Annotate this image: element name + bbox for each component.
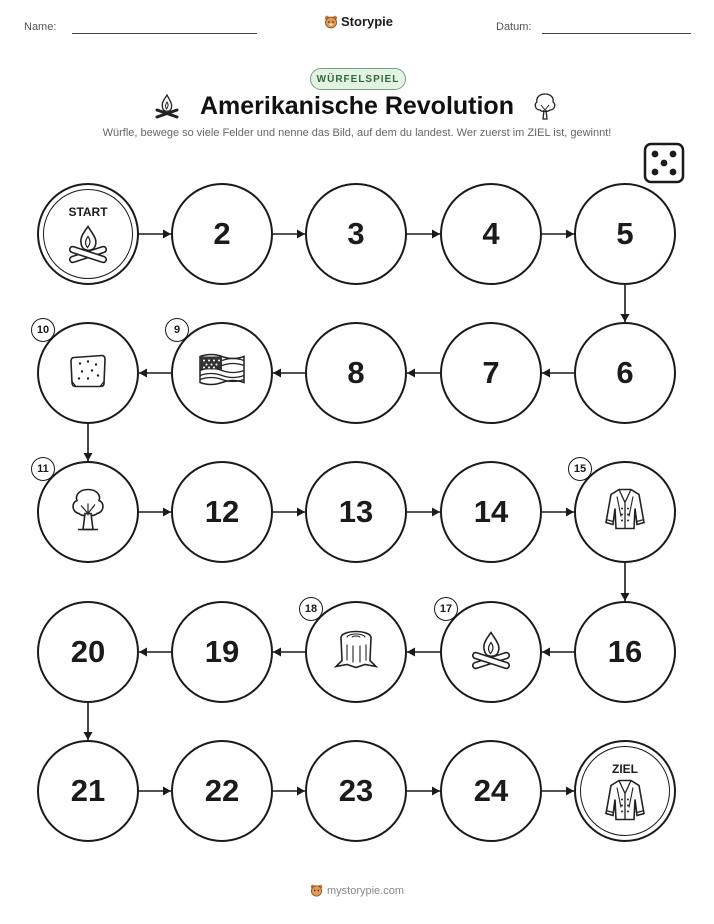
space-number: 3: [347, 216, 365, 251]
space-number: 7: [482, 355, 500, 390]
start-space: [37, 183, 139, 285]
board-space-7: [440, 322, 542, 424]
space-number: 21: [70, 773, 106, 808]
space-number: 14: [473, 494, 509, 529]
space-number-badge: 10: [31, 318, 55, 342]
game-type-badge: WÜRFELSPIEL: [310, 68, 406, 90]
space-number: 2: [213, 216, 231, 251]
space-number-badge: 11: [31, 457, 55, 481]
space-number: 8: [347, 355, 365, 390]
arrow-head: [407, 369, 415, 378]
arrow-head: [139, 648, 147, 657]
arrow-head: [139, 369, 147, 378]
arrow-head: [273, 369, 281, 378]
board-space-12: [171, 461, 273, 563]
page-title: Amerikanische Revolution: [200, 92, 514, 120]
brand-name: Storypie: [341, 14, 394, 29]
space-number-badge: 9: [165, 318, 189, 342]
goal-label: ZIEL: [612, 762, 638, 776]
arrow-head: [566, 508, 574, 517]
cracker-icon: [68, 352, 108, 395]
space-number: 6: [616, 355, 634, 390]
campfire-icon: [66, 221, 110, 270]
arrow-head: [542, 648, 550, 657]
board-space-23: [305, 740, 407, 842]
space-number: 19: [204, 634, 240, 669]
campfire-icon: [469, 628, 513, 677]
board-space-5: [574, 183, 676, 285]
space-number: 4: [482, 216, 500, 251]
space-number: 13: [338, 494, 374, 529]
space-number: 23: [338, 773, 374, 808]
arrow-head: [273, 648, 281, 657]
space-number: 12: [204, 494, 240, 529]
arrow-head: [84, 732, 93, 740]
board-space-8: [305, 322, 407, 424]
board-space-3: [305, 183, 407, 285]
board-space-4: [440, 183, 542, 285]
instructions: Würfle, bewege so viele Felder und nenne das Bild, auf dem du landest. Wer zuerst im ZIEL ist, gewinnt!: [102, 127, 612, 139]
arrow-head: [297, 508, 305, 517]
space-number-badge: 17: [434, 597, 458, 621]
arrow-head: [297, 787, 305, 796]
space-number: 16: [607, 634, 643, 669]
arrow-head: [432, 787, 440, 796]
coat-icon: [603, 777, 647, 828]
arrow-head: [566, 230, 574, 239]
board-space-6: [574, 322, 676, 424]
arrow-head: [163, 787, 171, 796]
board-space-16: [574, 601, 676, 703]
footer: [0, 884, 714, 897]
board-space-24: [440, 740, 542, 842]
arrow-head: [621, 314, 630, 322]
space-number: 20: [70, 634, 106, 669]
arrow-head: [163, 230, 171, 239]
goal-space: [574, 740, 676, 842]
arrow-head: [163, 508, 171, 517]
board-space-22: [171, 740, 273, 842]
name-label: Name:: [24, 21, 57, 33]
tree-icon: [68, 486, 108, 539]
board-space-2: [171, 183, 273, 285]
board-space-19: [171, 601, 273, 703]
space-number: 22: [204, 773, 240, 808]
board-space-13: [305, 461, 407, 563]
stump-icon: [333, 629, 379, 676]
space-number-badge: 15: [568, 457, 592, 481]
flag-icon: [197, 353, 247, 394]
footer-url: mystorypie.com: [326, 884, 405, 897]
arrow-head: [297, 230, 305, 239]
board-space-21: [37, 740, 139, 842]
arrow-head: [84, 453, 93, 461]
board-space-20: [37, 601, 139, 703]
space-number: 24: [473, 773, 509, 808]
board-space-14: [440, 461, 542, 563]
arrow-head: [542, 369, 550, 378]
arrow-head: [621, 593, 630, 601]
coat-icon: [603, 487, 647, 538]
space-number-badge: 18: [299, 597, 323, 621]
space-number: 5: [616, 216, 634, 251]
date-label: Datum:: [496, 21, 532, 33]
arrow-head: [432, 508, 440, 517]
bear-logo-icon: [310, 884, 323, 897]
arrow-head: [432, 230, 440, 239]
arrow-head: [566, 787, 574, 796]
arrow-head: [407, 648, 415, 657]
start-label: START: [68, 205, 108, 219]
